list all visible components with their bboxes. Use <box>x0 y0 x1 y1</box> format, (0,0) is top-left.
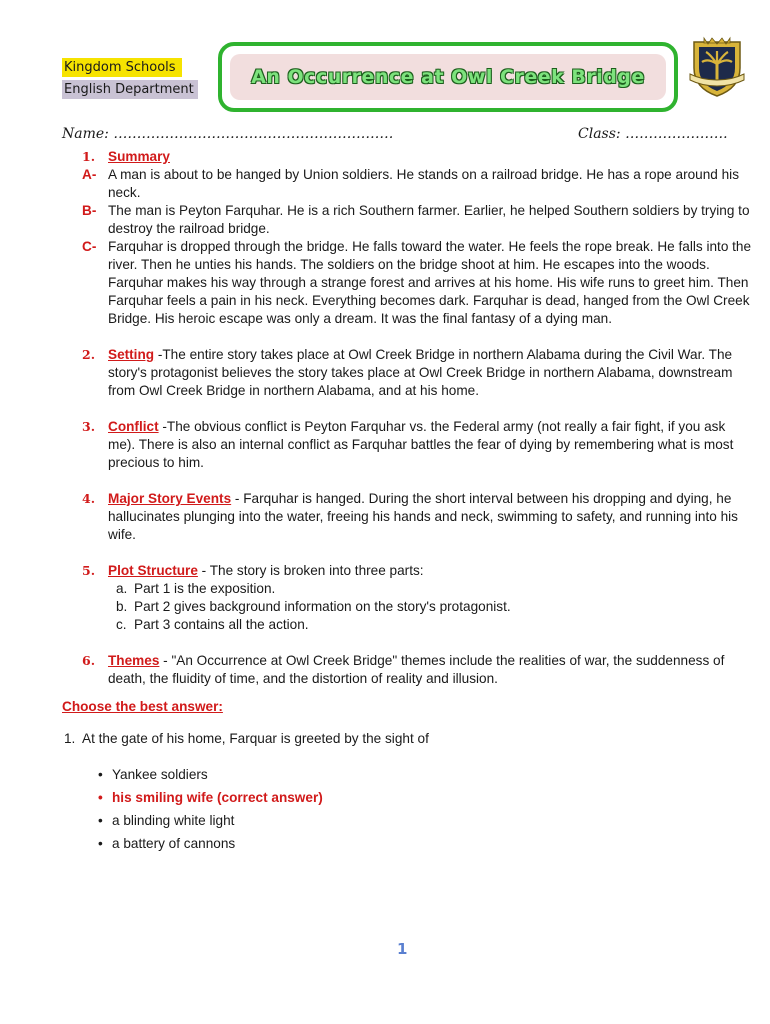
answer-options <box>62 766 752 853</box>
quiz-question <box>62 730 752 748</box>
section-plot <box>62 562 752 634</box>
school-name: Kingdom Schools <box>62 58 182 77</box>
title-inner <box>230 54 666 100</box>
item-text: The man is Peyton Farquhar. He is a rich Southern farmer. Earlier, he helped Southern soldiers by trying to destroy the railroad bridge. <box>108 203 750 236</box>
item-letter: C- <box>82 239 97 254</box>
part-text: Part 3 contains all the action. <box>134 617 309 632</box>
department-name: English Department <box>62 80 198 99</box>
section-heading: Plot Structure <box>108 563 198 578</box>
item-letter: A- <box>82 167 97 182</box>
section-themes <box>62 652 752 688</box>
answer-option-correct[interactable]: • his smiling wife (correct answer) <box>112 789 752 807</box>
section-number: 5. <box>82 563 96 578</box>
summary-item <box>62 166 752 202</box>
part-letter: c. <box>116 617 127 632</box>
section-text: - The story is broken into three parts: <box>197 563 424 578</box>
section-conflict <box>62 418 752 472</box>
part-text: Part 1 is the exposition. <box>134 581 276 596</box>
question-number: 1. <box>64 731 76 746</box>
item-text: A man is about to be hanged by Union soldiers. He stands on a railroad bridge. He has a rope around his neck. <box>108 167 739 200</box>
section-number: 2. <box>82 347 96 362</box>
document-body <box>62 148 752 858</box>
item-text: Farquhar is dropped through the bridge. He falls toward the water. He feels the rope break. He falls into the river. Then he unties his hands. The soldiers on the bridge shoot at him. He escapes into the woods. Farquhar makes his way through a strange forest and arrives at his home. His wife runs to greet him. Then Farquhar feels a pain in his neck. Everything becomes dark. Farquhar is dead, hanged from the Owl Creek Bridge. His heroic escape was only a dream. It was the final fantasy of a dying man. <box>108 239 752 326</box>
question-text: At the gate of his home, Farquar is greeted by the sight of <box>82 731 429 746</box>
title-banner <box>218 42 678 112</box>
name-field[interactable]: Name: …………………………………………………… <box>62 126 394 142</box>
section-setting <box>62 346 752 400</box>
school-header <box>62 58 198 99</box>
plot-parts-list <box>108 580 752 634</box>
section-number: 6. <box>82 653 96 668</box>
summary-item <box>62 238 752 328</box>
section-summary <box>62 148 752 166</box>
school-crest-icon <box>686 34 748 98</box>
page-title: An Occurrence at Owl Creek Bridge <box>251 66 645 88</box>
plot-part <box>116 598 752 616</box>
section-heading: Conflict <box>108 419 159 434</box>
class-field[interactable]: Class: …………………. <box>578 126 728 142</box>
summary-item <box>62 202 752 238</box>
answer-option[interactable]: • a blinding white light <box>112 812 752 830</box>
part-text: Part 2 gives background information on the story's protagonist. <box>134 599 511 614</box>
section-number: 4. <box>82 491 96 506</box>
page-number: 1 <box>397 940 408 958</box>
part-letter: b. <box>116 599 128 614</box>
section-events <box>62 490 752 544</box>
section-text: -The entire story takes place at Owl Creek Bridge in northern Alabama during the Civil War. The story's protagonist believes the story takes place at Owl Creek Bridge in northern Alabama, downstream from Owl Creek Bridge in northern Alabama, and at his home. <box>108 347 733 398</box>
plot-part <box>116 580 752 598</box>
section-text: - "An Occurrence at Owl Creek Bridge" themes include the realities of war, the suddenness of death, the fluidity of time, and the distortion of reality and illusion. <box>108 653 725 686</box>
answer-option[interactable]: • a battery of cannons <box>112 835 752 853</box>
section-text: - Farquhar is hanged. During the short interval between his dropping and dying, he hallucinates plunging into the water, freeing his hands and neck, swimming to safety, and running into his wife. <box>108 491 738 542</box>
quiz-heading: Choose the best answer: <box>62 699 223 714</box>
section-text: -The obvious conflict is Peyton Farquhar vs. the Federal army (not really a fair fight, if you ask me). There is also an internal conflict as Farquhar battles the fear of dying by remembering what is most precious to him. <box>108 419 734 470</box>
plot-part <box>116 616 752 634</box>
section-number: 1. <box>82 149 96 164</box>
section-heading: Themes <box>108 653 160 668</box>
section-heading: Summary <box>108 149 170 164</box>
section-heading: Major Story Events <box>108 491 232 506</box>
section-heading: Setting <box>108 347 155 362</box>
item-letter: B- <box>82 203 97 218</box>
answer-option[interactable]: • Yankee soldiers <box>112 766 752 784</box>
section-number: 3. <box>82 419 96 434</box>
part-letter: a. <box>116 581 128 596</box>
